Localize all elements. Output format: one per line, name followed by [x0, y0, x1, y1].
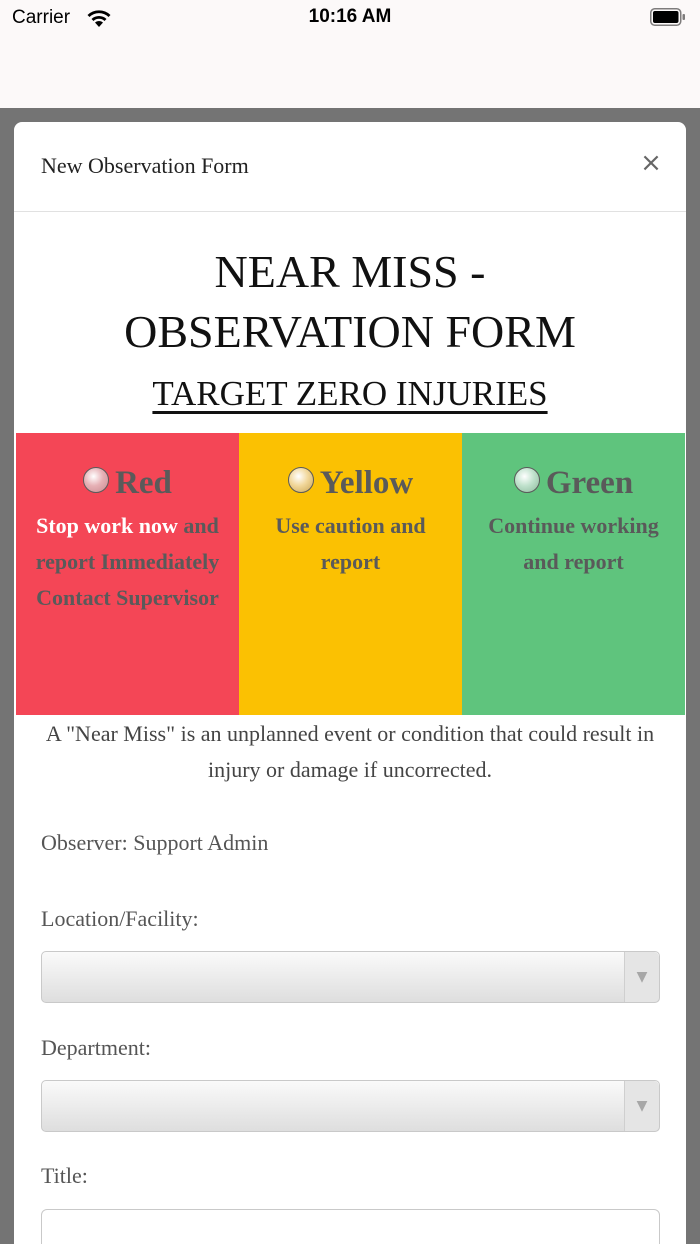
- yellow-radio-icon[interactable]: [288, 467, 314, 493]
- severity-yellow: [239, 433, 462, 715]
- severity-green-name: Green: [545, 465, 634, 501]
- modal-header: [14, 122, 686, 212]
- observer-label: Observer: Support Admin: [41, 830, 269, 855]
- green-radio-icon[interactable]: [514, 467, 540, 493]
- severity-yellow-name: Yellow: [319, 465, 414, 501]
- form-title-line2: OBSERVATION FORM: [124, 306, 576, 357]
- red-radio-icon[interactable]: [83, 467, 109, 493]
- form-title: [14, 242, 686, 362]
- severity-red-name: Red: [115, 465, 172, 501]
- severity-red-text-white: Stop work now: [36, 513, 178, 538]
- title-label: Title:: [41, 1163, 88, 1188]
- title-input[interactable]: [41, 1209, 660, 1244]
- severity-green: [462, 433, 685, 715]
- severity-red: [16, 433, 239, 715]
- chevron-down-icon[interactable]: ▼: [624, 952, 659, 1002]
- location-select[interactable]: [41, 951, 660, 1003]
- status-bar: [0, 0, 700, 108]
- severity-legend: [16, 433, 685, 715]
- location-label: Location/Facility:: [41, 906, 199, 931]
- form-title-line1: NEAR MISS -: [214, 246, 486, 297]
- carrier-label: Carrier: [12, 7, 71, 28]
- near-miss-description: A "Near Miss" is an unplanned event or condition that could result in injury or damage if uncorrected.: [45, 721, 655, 782]
- severity-red-text: [16, 508, 239, 616]
- observation-modal: [14, 122, 686, 1244]
- modal-title: New Observation Form: [41, 153, 249, 178]
- department-label: Department:: [41, 1035, 151, 1060]
- severity-red-text-rest: and report Immediately Contact Supervisor: [35, 513, 220, 610]
- clock: 10:16 AM: [308, 6, 392, 27]
- form-subtitle: TARGET ZERO INJURIES: [152, 374, 548, 413]
- department-select[interactable]: [41, 1080, 660, 1132]
- chevron-down-icon[interactable]: ▼: [624, 1081, 659, 1131]
- severity-green-text: Continue working and report: [488, 513, 659, 574]
- battery-icon: [650, 8, 686, 26]
- close-button[interactable]: ×: [640, 148, 662, 178]
- severity-yellow-text: Use caution and report: [275, 513, 426, 574]
